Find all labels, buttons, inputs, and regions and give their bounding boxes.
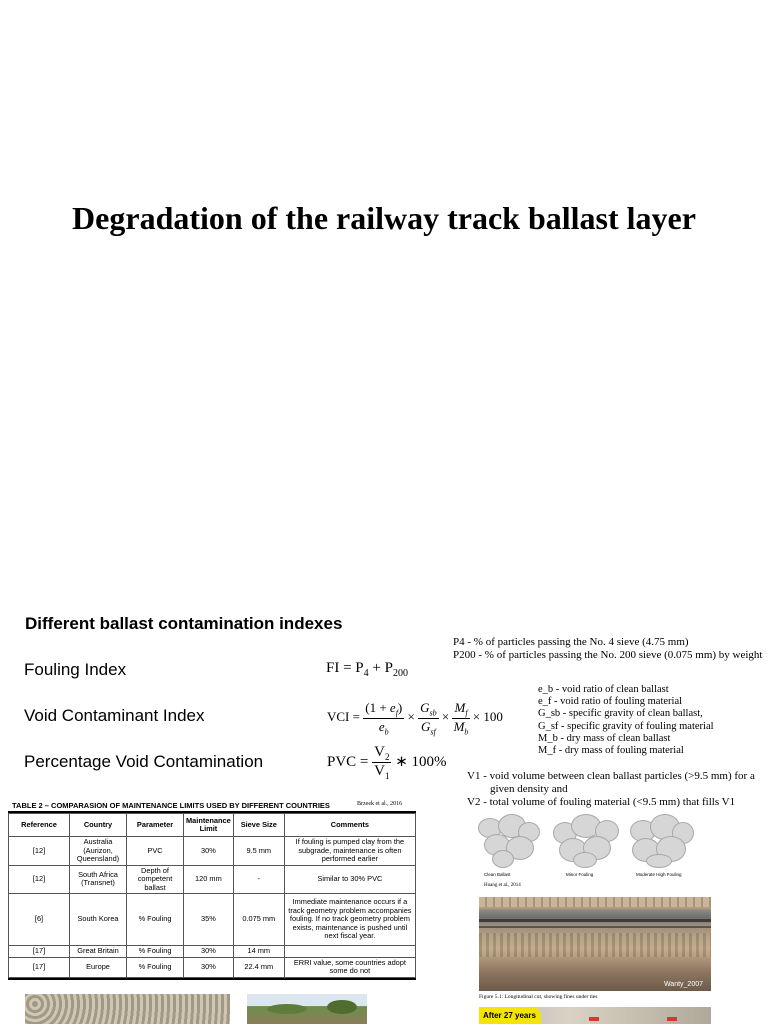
fouling-index-formula: FI = $P_4 + P_{200}$ xyxy=(326,660,408,679)
maintenance-limits-table-wrap xyxy=(8,811,416,980)
fouling-label-moderate: Moderate High Fouling xyxy=(636,872,682,877)
table-cell: 14 mm xyxy=(233,946,284,958)
clean-ballast-illustration xyxy=(474,812,544,868)
table-cell: Europe xyxy=(70,957,127,977)
legend-gsf: G_sf - specific gravity of fouling material xyxy=(538,720,714,732)
page-title: Degradation of the railway track ballast layer xyxy=(72,200,696,236)
table-cell: 30% xyxy=(184,946,234,958)
table-cell: Similar to 30% PVC xyxy=(284,865,415,894)
fouling-label-minor: Minor Fouling xyxy=(566,872,594,877)
col-parameter: Parameter xyxy=(127,814,184,837)
table-cell: [12] xyxy=(9,865,70,894)
table-row xyxy=(9,946,416,958)
table-cell: % Fouling xyxy=(127,894,184,946)
table-cell: 30% xyxy=(184,837,234,866)
col-sieve-size: Sieve Size xyxy=(233,814,284,837)
ballast-after-27-years-photo xyxy=(479,1007,711,1024)
table-cell: - xyxy=(233,865,284,894)
fouling-index-label: Fouling Index xyxy=(24,660,127,679)
table-cell: 22.4 mm xyxy=(233,957,284,977)
table-cell: Immediate maintenance occurs if a track geometry problem accompanies fouling. If no track geometry problem exists, maintenance is pushed until next fiscal year. xyxy=(284,894,415,946)
table-cell: ERRI value, some countries adopt some do not xyxy=(284,957,415,977)
legend-ef: e_f - void ratio of fouling material xyxy=(538,696,683,708)
table-cell: Depth of competent ballast xyxy=(127,865,184,894)
vci-formula: VCI = $\frac{(1 + e_f)}{e_b}$ × $\frac{G_{sb}}{G_{sf}}$ × $\frac{M_f}{M_b}$ × 100 xyxy=(327,700,503,737)
table-cell: 120 mm xyxy=(184,865,234,894)
pvc-formula: PVC = $\frac{V_2}{V_1}$ ∗ 100% xyxy=(327,744,447,781)
section-header: Different ballast contamination indexes xyxy=(25,614,343,633)
table-row xyxy=(9,865,416,894)
legend-mb: M_b - dry mass of clean ballast xyxy=(538,732,671,744)
table-caption: TABLE 2 – COMPARASION OF MAINTENANCE LIMITS USED BY DIFFERENT COUNTRIES xyxy=(12,801,330,810)
v1-note: V1 - void volume between clean ballast particles (>9.5 mm) for a xyxy=(467,770,755,782)
table-cell: [17] xyxy=(9,957,70,977)
table-cell: South Korea xyxy=(70,894,127,946)
table-header-row xyxy=(9,814,416,837)
table-row xyxy=(9,894,416,946)
table-cell: [12] xyxy=(9,837,70,866)
legend-mf: M_f - dry mass of fouling material xyxy=(538,745,684,757)
track-longitudinal-photo xyxy=(479,897,711,991)
photo-watermark: Wanty_2007 xyxy=(663,981,703,988)
table-cell: PVC xyxy=(127,837,184,866)
legend-eb: e_b - void ratio of clean ballast xyxy=(538,684,669,695)
v1-note-cont: given density and xyxy=(490,783,568,795)
table-cell: 9.5 mm xyxy=(233,837,284,866)
void-contaminant-index-label: Void Contaminant Index xyxy=(24,706,205,725)
percentage-void-contamination-label: Percentage Void Contamination xyxy=(24,752,264,771)
track-landscape-photo xyxy=(247,994,367,1024)
table-credit: Brzeek et al., 2016 xyxy=(357,801,403,807)
table-cell: 0.075 mm xyxy=(233,894,284,946)
fouling-label-clean: Clean Ballast xyxy=(484,872,511,877)
fouling-credit: Huang et al., 2014 xyxy=(484,883,521,888)
track-photo-caption: Figure 5.1: Longitudinal cut, showing fines under ties xyxy=(479,994,598,1000)
table-cell: [17] xyxy=(9,946,70,958)
table-cell: If fouling is pumped clay from the subgrade, maintenance is often performed earlier xyxy=(284,837,415,866)
col-comments: Comments xyxy=(284,814,415,837)
table-row xyxy=(9,837,416,866)
table-row xyxy=(9,957,416,977)
table-cell: % Fouling xyxy=(127,946,184,958)
table-cell: 35% xyxy=(184,894,234,946)
ballast-closeup-photo xyxy=(25,994,230,1024)
minor-fouling-illustration xyxy=(551,812,621,868)
vci-legend xyxy=(538,684,714,757)
table-cell: % Fouling xyxy=(127,957,184,977)
table-cell: Great Britain xyxy=(70,946,127,958)
legend-gsb: G_sb - specific gravity of clean ballast, xyxy=(538,708,703,720)
col-country: Country xyxy=(70,814,127,837)
table-cell: South Africa (Transnet) xyxy=(70,865,127,894)
table-cell: [6] xyxy=(9,894,70,946)
table-cell: 30% xyxy=(184,957,234,977)
col-maintenance-limit: Maintenance Limit xyxy=(184,814,234,837)
col-reference: Reference xyxy=(9,814,70,837)
table-cell xyxy=(284,946,415,958)
table-cell: Australia (Aurizon, Queensland) xyxy=(70,837,127,866)
after-27-years-badge: After 27 years xyxy=(483,1011,536,1020)
p4-note: P4 - % of particles passing the No. 4 sieve (4.75 mm) xyxy=(453,636,689,648)
p200-note: P200 - % of particles passing the No. 200 sieve (0.075 mm) by weight xyxy=(453,649,763,661)
v2-note: V2 - total volume of fouling material (<9.5 mm) that fills V1 xyxy=(467,796,736,808)
maintenance-limits-table xyxy=(8,813,416,978)
moderate-fouling-illustration xyxy=(626,812,696,868)
